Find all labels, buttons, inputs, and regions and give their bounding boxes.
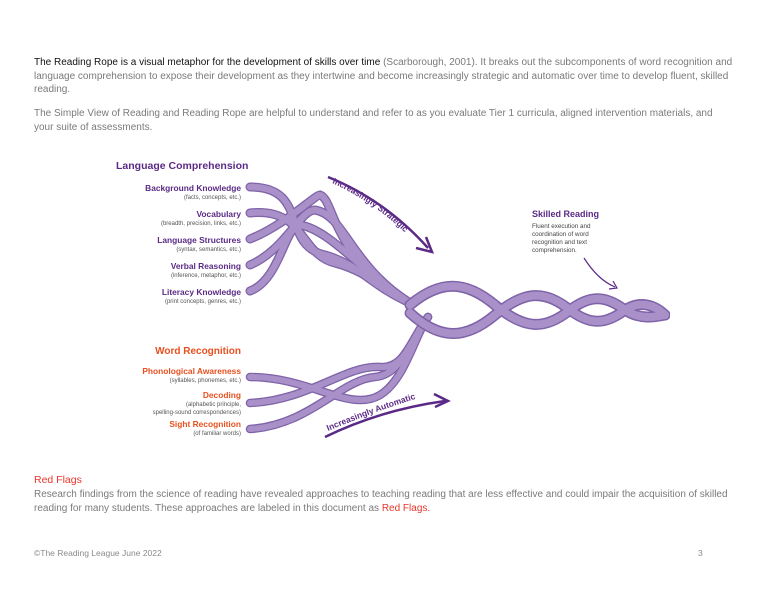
wr-item-label: Sight Recognition — [169, 419, 241, 429]
intro-paragraph — [34, 56, 734, 97]
intro-rest: It breaks out the subcomponents of word recognition and language comprehension to expose their development as they intertwine and become increasingly strategic and automatic over time to develop fluent, skilled reading. — [34, 57, 733, 95]
wr-item-label: Phonological Awareness — [142, 366, 241, 376]
red-flags-body: Research findings from the science of reading have revealed approaches to teaching reading that are less effective and could impair the acquisition of skilled reading for many students. These approaches are labeled in this document as — [34, 489, 728, 514]
skilled-pointer — [584, 258, 615, 287]
lc-strands — [250, 187, 410, 303]
lc-item-label: Literacy Knowledge — [161, 287, 241, 297]
wr-item-label: Decoding — [202, 390, 241, 400]
wr-title: Word Recognition — [155, 346, 241, 357]
wr-strands — [250, 317, 428, 429]
lc-item-label: Background Knowledge — [145, 183, 241, 193]
wr-item-sub: (syllables, phonemes, etc.) — [169, 378, 241, 384]
braided-rope — [410, 286, 665, 333]
lc-item-sub: (print concepts, genres, etc.) — [164, 299, 241, 305]
wr-item-sub: spelling-sound correspondences) — [152, 410, 241, 416]
lc-item-sub: (breadth, precision, links, etc.) — [160, 221, 241, 227]
skilled-title: Skilled Reading — [532, 209, 600, 219]
intro-lead: The Reading Rope is a visual metaphor for the development of skills over time — [34, 57, 381, 68]
wr-item-sub: (of familiar words) — [193, 431, 241, 437]
skilled-desc-line: recognition and text — [532, 239, 587, 246]
skilled-desc-line: comprehension. — [532, 247, 577, 254]
skilled-desc-line: Fluent execution and — [532, 223, 591, 230]
red-flags-paragraph — [34, 488, 734, 515]
lc-item-label: Language Structures — [157, 235, 241, 245]
skilled-desc-line: coordination of word — [532, 231, 589, 238]
lc-item-sub: (inference, metaphor, etc.) — [170, 273, 241, 279]
wr-item-sub: (alphabetic principle, — [185, 402, 241, 408]
page-number: 3 — [698, 548, 703, 558]
lc-item-label: Verbal Reasoning — [170, 261, 241, 271]
simple-view-paragraph: The Simple View of Reading and Reading Rope are helpful to understand and refer to as you evaluate Tier 1 curricula, aligned intervention materials, and your suite of assessments. — [34, 108, 713, 133]
lc-item-sub: (facts, concepts, etc.) — [183, 195, 241, 201]
automatic-label: Increasingly Automatic — [324, 391, 417, 433]
strategic-label: Increasingly Strategic — [331, 175, 411, 235]
footer-copyright: ©The Reading League June 2022 — [34, 548, 162, 558]
lc-item-sub: (syntax, semantics, etc.) — [176, 247, 241, 253]
red-flags-emph: Red Flags. — [381, 502, 431, 514]
intro-citation: (Scarborough, 2001). — [383, 57, 478, 68]
lc-item-label: Vocabulary — [196, 209, 241, 219]
red-flags-title: Red Flags — [34, 474, 82, 486]
reading-rope-figure — [110, 155, 670, 445]
lc-title: Language Comprehension — [116, 160, 249, 172]
